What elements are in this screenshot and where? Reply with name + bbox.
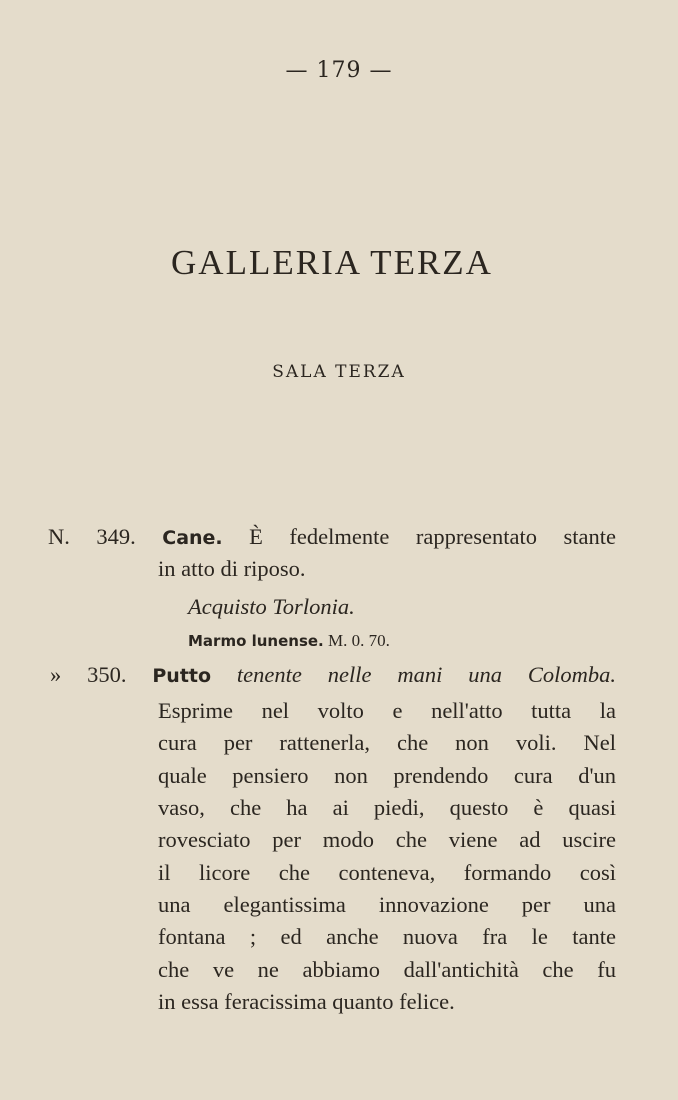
body-line: quale pensiero non prendendo cura d'un xyxy=(158,763,616,788)
material-label: Marmo lunense. xyxy=(188,632,324,650)
body-line: Esprime nel volto e nell'atto tutta la xyxy=(158,698,616,723)
entry-349-line2: in atto di riposo. xyxy=(158,556,306,581)
entry-number: N. 349. xyxy=(48,524,136,549)
gallery-title: GALLERIA TERZA xyxy=(171,243,493,282)
entry-subject: Putto xyxy=(152,665,212,687)
entry-subject: Cane. xyxy=(162,527,223,549)
body-line: in essa feracissima quanto felice. xyxy=(158,989,455,1014)
entry-subtitle: tenente nelle mani una Colomba. xyxy=(236,662,616,687)
entry-349-acquisition: Acquisto Torlonia. xyxy=(188,594,355,619)
body-line: una elegantissima innovazione per una xyxy=(158,892,616,917)
entry-349-line1 xyxy=(48,526,616,549)
body-line: rovesciato per modo che viene ad uscire xyxy=(158,827,616,852)
body-line: cura per rattenerla, che non voli. Nel xyxy=(158,730,616,755)
entry-number: 350. xyxy=(87,662,127,687)
ditto-marker: » xyxy=(50,662,62,687)
measure: M. 0. 70. xyxy=(328,631,390,650)
room-title: SALA TERZA xyxy=(272,362,406,382)
body-line: che ve ne abbiamo dall'antichità che fu xyxy=(158,957,616,982)
body-line: il licore che conteneva, formando così xyxy=(158,860,616,885)
page-number: — 179 — xyxy=(285,58,393,83)
entry-350-line1 xyxy=(50,664,616,687)
body-line: vaso, che ha ai piedi, questo è quasi xyxy=(158,795,616,820)
body-line: fontana ; ed anche nuova fra le tante xyxy=(158,924,616,949)
entry-text: È fedelmente rappresentato stante xyxy=(249,524,617,549)
entry-349-material xyxy=(188,632,390,649)
